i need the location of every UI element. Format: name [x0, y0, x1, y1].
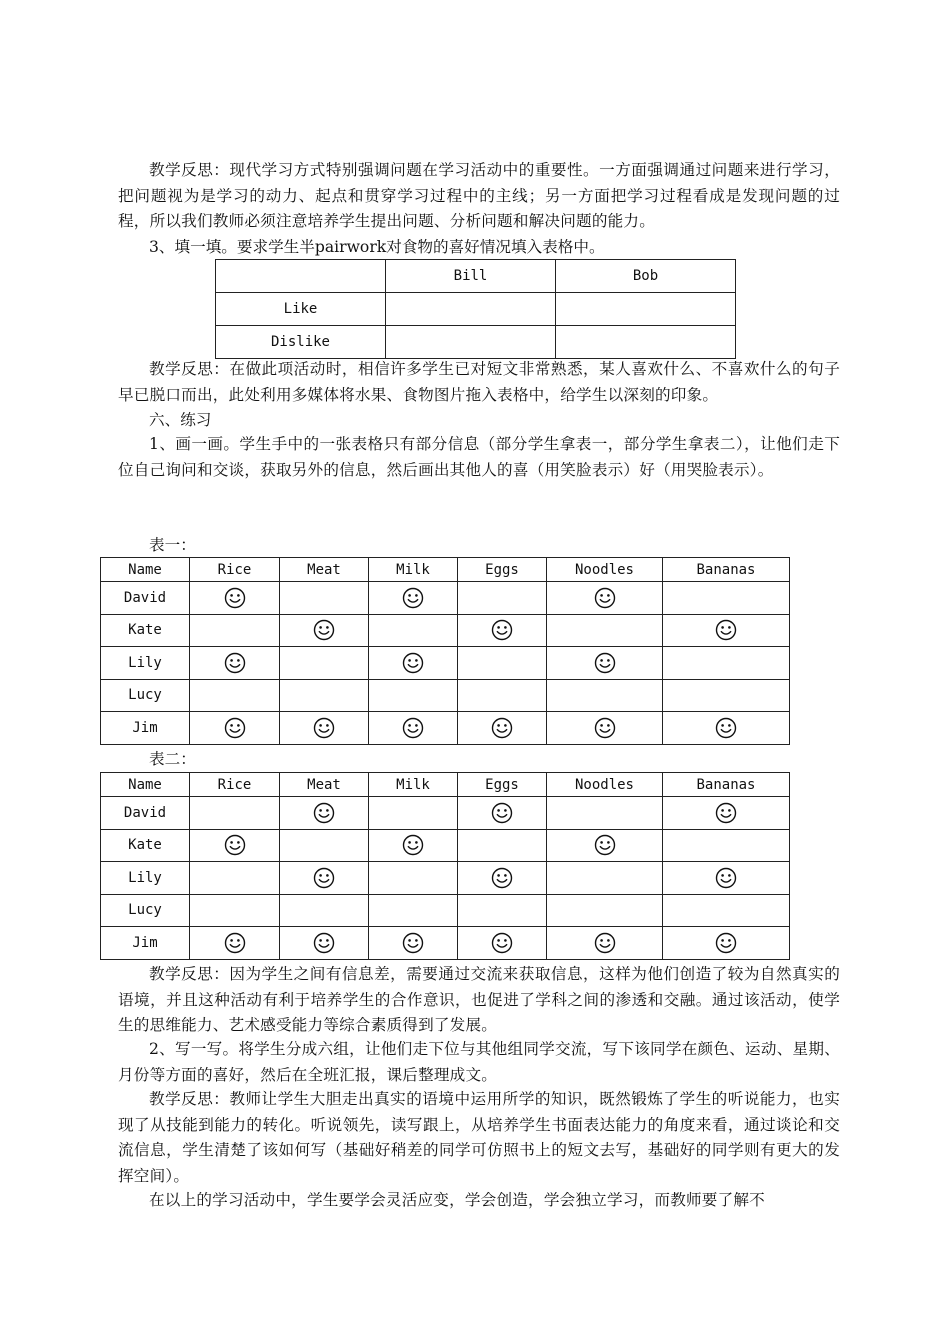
- preference-cell: [547, 862, 663, 895]
- smiley-face-icon: [491, 867, 513, 889]
- preference-cell: [547, 927, 663, 960]
- preference-cell: [369, 829, 458, 862]
- column-header: Bananas: [663, 773, 790, 797]
- table-header-row: [101, 558, 790, 582]
- table-row: [101, 679, 790, 712]
- student-name-cell: Kate: [101, 829, 190, 862]
- preference-cell: [280, 582, 369, 615]
- preference-cell: [663, 927, 790, 960]
- table-row: [101, 862, 790, 895]
- table-row: [101, 894, 790, 927]
- smiley-face-icon: [224, 717, 246, 739]
- pref-header-cell: Bill: [386, 260, 556, 293]
- preference-cell: [280, 829, 369, 862]
- column-header: Eggs: [458, 558, 547, 582]
- column-header: Meat: [280, 558, 369, 582]
- smiley-face-icon: [594, 652, 616, 674]
- pref-header-cell: Bob: [556, 260, 736, 293]
- paragraph-task-2: 2、写一写。将学生分成六组，让他们走下位与其他组同学交流，写下该同学在颜色、运动、星期、月份等方面的喜好，然后在全班汇报，课后整理成文。: [118, 1040, 840, 1084]
- pref-cell: [556, 293, 736, 326]
- preference-cell: [547, 647, 663, 680]
- preference-cell: [663, 862, 790, 895]
- preference-cell: [190, 679, 280, 712]
- student-name-cell: Lily: [101, 647, 190, 680]
- task-3-fill-in: 3、填一填。要求学生半pairwork对食物的喜好情况填入表格中。: [149, 238, 605, 256]
- table-row: [101, 582, 790, 615]
- preference-cell: [547, 614, 663, 647]
- paragraph-reflection-1: 教学反思：现代学习方式特别强调问题在学习活动中的重要性。一方面强调通过问题来进行学习，把问题视为是学习的动力、起点和贯穿学习过程中的主线；另一方面把学习过程看成是发现问题的过程，所以我们教师必须注意培养学生提出问题、分析问题和解决问题的能力。: [118, 161, 840, 230]
- preference-cell: [458, 829, 547, 862]
- table-2-label: 表二：: [149, 750, 196, 768]
- smiley-face-icon: [402, 834, 424, 856]
- preference-cell: [458, 582, 547, 615]
- paragraph-closing: 在以上的学习活动中，学生要学会灵活应变，学会创造，学会独立学习，而教师要了解不: [149, 1191, 765, 1209]
- preference-cell: [280, 679, 369, 712]
- smiley-face-icon: [313, 802, 335, 824]
- preference-cell: [663, 797, 790, 830]
- smiley-face-icon: [491, 619, 513, 641]
- preference-cell: [369, 614, 458, 647]
- smiley-face-icon: [313, 619, 335, 641]
- preference-cell: [458, 679, 547, 712]
- column-header: Eggs: [458, 773, 547, 797]
- paragraph-reflection-2: 教学反思：在做此项活动时，相信许多学生已对短文非常熟悉，某人喜欢什么、不喜欢什么的句子早已脱口而出，此处利用多媒体将水果、食物图片拖入表格中，给学生以深刻的印象。: [118, 360, 840, 404]
- preference-table: [215, 259, 736, 359]
- preference-cell: [190, 582, 280, 615]
- table-row: [101, 614, 790, 647]
- smiley-face-icon: [715, 932, 737, 954]
- preference-cell: [280, 614, 369, 647]
- smiley-face-icon: [402, 652, 424, 674]
- preference-cell: [190, 647, 280, 680]
- preference-cell: [663, 647, 790, 680]
- column-header: Meat: [280, 773, 369, 797]
- table-row: [101, 647, 790, 680]
- student-name-cell: Jim: [101, 712, 190, 745]
- student-name-cell: David: [101, 797, 190, 830]
- smiley-face-icon: [313, 932, 335, 954]
- student-name-cell: Lucy: [101, 679, 190, 712]
- preference-cell: [190, 894, 280, 927]
- preference-table-row: [216, 326, 736, 359]
- preference-cell: [190, 829, 280, 862]
- smiley-face-icon: [224, 932, 246, 954]
- preference-cell: [369, 647, 458, 680]
- smiley-face-icon: [491, 717, 513, 739]
- pref-row-label: Like: [216, 293, 386, 326]
- preference-cell: [280, 797, 369, 830]
- column-header: Name: [101, 558, 190, 582]
- section-6-heading: 六、练习: [149, 411, 212, 429]
- preference-table-header: [216, 260, 736, 293]
- preference-cell: [280, 927, 369, 960]
- paragraph-task-1: 1、画一画。学生手中的一张表格只有部分信息（部分学生拿表一，部分学生拿表二），让他们走下位自己询问和交谈，获取另外的信息，然后画出其他人的喜（用笑脸表示）好（用哭脸表示）。: [118, 435, 840, 479]
- smiley-face-icon: [402, 717, 424, 739]
- preference-cell: [458, 862, 547, 895]
- table-2: [100, 772, 790, 960]
- preference-cell: [458, 712, 547, 745]
- smiley-face-icon: [491, 932, 513, 954]
- preference-cell: [663, 894, 790, 927]
- preference-cell: [280, 712, 369, 745]
- smiley-face-icon: [402, 587, 424, 609]
- smiley-face-icon: [224, 587, 246, 609]
- column-header: Rice: [190, 558, 280, 582]
- preference-cell: [547, 797, 663, 830]
- preference-cell: [663, 582, 790, 615]
- smiley-face-icon: [715, 867, 737, 889]
- preference-cell: [190, 927, 280, 960]
- smiley-face-icon: [715, 802, 737, 824]
- table-row: [101, 797, 790, 830]
- preference-cell: [369, 679, 458, 712]
- table-row: [101, 927, 790, 960]
- preference-cell: [458, 927, 547, 960]
- smiley-face-icon: [224, 834, 246, 856]
- column-header: Noodles: [547, 773, 663, 797]
- student-name-cell: Jim: [101, 927, 190, 960]
- column-header: Noodles: [547, 558, 663, 582]
- preference-cell: [190, 614, 280, 647]
- preference-cell: [547, 679, 663, 712]
- preference-cell: [280, 894, 369, 927]
- student-name-cell: David: [101, 582, 190, 615]
- preference-cell: [458, 894, 547, 927]
- table-header-row: [101, 773, 790, 797]
- smiley-face-icon: [715, 619, 737, 641]
- smiley-face-icon: [715, 717, 737, 739]
- smiley-face-icon: [594, 717, 616, 739]
- smiley-face-icon: [224, 652, 246, 674]
- column-header: Rice: [190, 773, 280, 797]
- paragraph-reflection-4: 教学反思：教师让学生大胆走出真实的语境中运用所学的知识，既然锻炼了学生的听说能力，也实现了从技能到能力的转化。听说领先，读写跟上，从培养学生书面表达能力的角度来看，通过谈论和交流信息，学生清楚了该如何写（基础好稍差的同学可仿照书上的短文去写，基础好的同学则有更大的发挥空间）。: [118, 1090, 840, 1185]
- preference-cell: [458, 797, 547, 830]
- preference-cell: [547, 582, 663, 615]
- pref-cell: [386, 326, 556, 359]
- smiley-face-icon: [491, 802, 513, 824]
- preference-cell: [663, 829, 790, 862]
- column-header: Milk: [369, 773, 458, 797]
- smiley-face-icon: [402, 932, 424, 954]
- smiley-face-icon: [594, 932, 616, 954]
- smiley-face-icon: [313, 867, 335, 889]
- pref-cell: [386, 293, 556, 326]
- column-header: Bananas: [663, 558, 790, 582]
- column-header: Milk: [369, 558, 458, 582]
- preference-cell: [663, 679, 790, 712]
- preference-cell: [190, 862, 280, 895]
- preference-cell: [190, 797, 280, 830]
- preference-cell: [369, 797, 458, 830]
- preference-cell: [369, 582, 458, 615]
- smiley-face-icon: [313, 717, 335, 739]
- preference-cell: [547, 829, 663, 862]
- paragraph-reflection-3: 教学反思：因为学生之间有信息差，需要通过交流来获取信息，这样为他们创造了较为自然真实的语境，并且这种活动有利于培养学生的合作意识，也促进了学科之间的渗透和交融。通过该活动，使学生的思维能力、艺术感受能力等综合素质得到了发展。: [118, 965, 840, 1034]
- pref-header-cell: [216, 260, 386, 293]
- table-row: [101, 712, 790, 745]
- student-name-cell: Lucy: [101, 894, 190, 927]
- preference-cell: [369, 927, 458, 960]
- preference-cell: [369, 862, 458, 895]
- preference-cell: [369, 712, 458, 745]
- preference-table-row: [216, 293, 736, 326]
- preference-cell: [458, 647, 547, 680]
- smiley-face-icon: [594, 834, 616, 856]
- preference-cell: [458, 614, 547, 647]
- preference-cell: [547, 894, 663, 927]
- preference-cell: [280, 862, 369, 895]
- table-1: [100, 557, 790, 745]
- preference-cell: [190, 712, 280, 745]
- preference-cell: [663, 712, 790, 745]
- column-header: Name: [101, 773, 190, 797]
- pref-cell: [556, 326, 736, 359]
- table-1-label: 表一：: [149, 536, 196, 554]
- preference-cell: [280, 647, 369, 680]
- student-name-cell: Lily: [101, 862, 190, 895]
- pref-row-label: Dislike: [216, 326, 386, 359]
- student-name-cell: Kate: [101, 614, 190, 647]
- smiley-face-icon: [594, 587, 616, 609]
- preference-cell: [369, 894, 458, 927]
- preference-cell: [663, 614, 790, 647]
- table-row: [101, 829, 790, 862]
- preference-cell: [547, 712, 663, 745]
